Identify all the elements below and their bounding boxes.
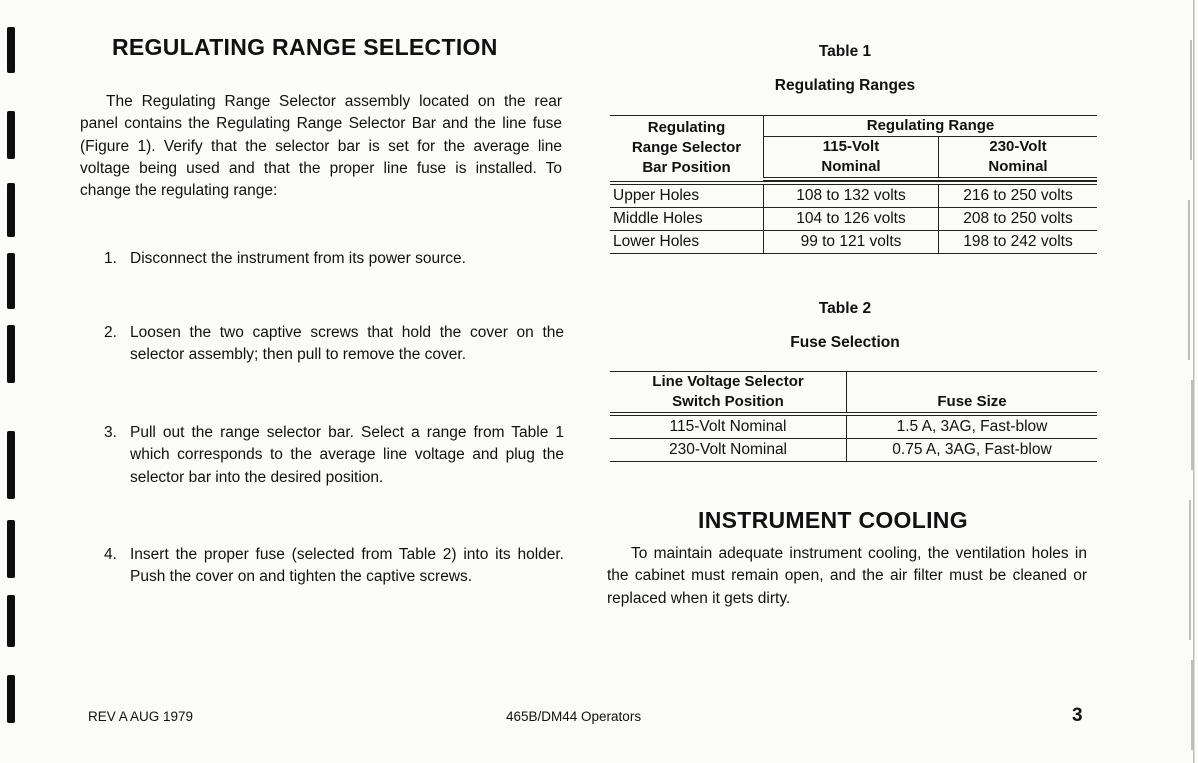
table1-col-115-header: 115-Volt Nominal	[764, 137, 939, 180]
binder-hole-marks	[0, 0, 20, 763]
step-number: 1.	[104, 250, 117, 267]
table-row: Middle Holes 104 to 126 volts 208 to 250 volts	[610, 208, 1097, 231]
binder-mark	[7, 675, 15, 723]
instruction-step	[104, 422, 564, 489]
step-text: Disconnect the instrument from its power source.	[130, 250, 466, 267]
table1-group-header: Regulating Range	[866, 117, 995, 134]
instruction-step	[104, 322, 564, 367]
fuse-selection-table	[610, 371, 1097, 462]
table-row: 115-Volt Nominal 1.5 A, 3AG, Fast-blow	[610, 414, 1097, 439]
binder-mark	[7, 325, 15, 383]
instruction-step	[104, 248, 564, 270]
binder-mark	[7, 253, 15, 309]
table-row: 230-Volt Nominal 0.75 A, 3AG, Fast-blow	[610, 439, 1097, 462]
binder-mark	[7, 111, 15, 159]
step-number: 2.	[104, 324, 117, 341]
regulating-ranges-table	[610, 115, 1097, 254]
table2-title: Fuse Selection	[790, 334, 900, 351]
binder-mark	[7, 431, 15, 499]
table2-label: Table 2	[818, 300, 872, 317]
table1-col-position-header: Regulating Range Selector Bar Position	[610, 116, 764, 180]
binder-mark	[7, 595, 15, 647]
footer-revision: REV A AUG 1979	[88, 709, 194, 724]
step-number: 4.	[104, 546, 117, 563]
binder-mark	[7, 27, 15, 73]
table2-col-fuse-header: Fuse Size	[847, 372, 1098, 415]
table-row: Lower Holes 99 to 121 volts 198 to 242 volts	[610, 231, 1097, 254]
table1-label: Table 1	[818, 43, 872, 60]
page-heading: REGULATING RANGE SELECTION	[112, 34, 498, 60]
intro-paragraph: The Regulating Range Selector assembly located on the rear panel contains the Regulating Range Selector Bar and the line fuse (Figure 1). Verify that the selector bar is set for the average line voltage being used and that the proper line fuse is installed. To change the regulating range:	[80, 93, 562, 200]
instruction-step	[104, 544, 564, 589]
step-text: Pull out the range selector bar. Select a range from Table 1 which corresponds to the average line voltage and plug the selector bar into the desired position.	[130, 424, 564, 486]
cooling-paragraph: To maintain adequate instrument cooling, the ventilation holes in the cabinet must remain open, and the air filter must be cleaned or replaced when it gets dirty.	[607, 545, 1087, 607]
binder-mark	[7, 183, 15, 237]
binder-mark	[7, 520, 15, 578]
cooling-heading: INSTRUMENT COOLING	[698, 507, 968, 533]
table1-title: Regulating Ranges	[774, 77, 916, 94]
step-number: 3.	[104, 424, 117, 441]
table-row: Upper Holes 108 to 132 volts 216 to 250 volts	[610, 183, 1097, 208]
table1-col-230-header: 230-Volt Nominal	[939, 137, 1098, 180]
page-number: 3	[1072, 705, 1083, 726]
step-text: Insert the proper fuse (selected from Table 2) into its holder. Push the cover on and tighten the captive screws.	[130, 546, 564, 586]
table2-col-switch-header: Line Voltage Selector Switch Position	[610, 372, 847, 415]
page-edge-texture	[1176, 0, 1198, 763]
step-text: Loosen the two captive screws that hold the cover on the selector assembly; then pull to remove the cover.	[130, 324, 564, 364]
footer-document-title: 465B/DM44 Operators	[506, 709, 642, 724]
